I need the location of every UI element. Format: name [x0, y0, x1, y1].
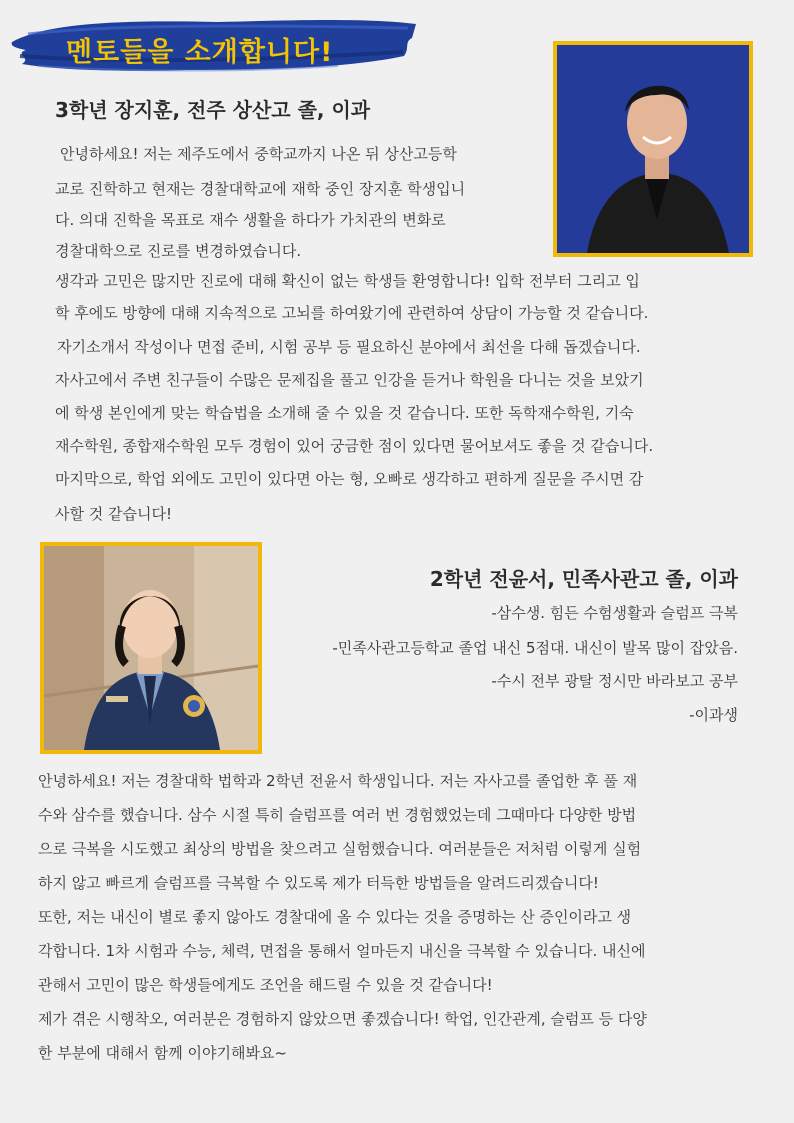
mentor2-line: 하지 않고 빠르게 슬럼프를 극복할 수 있도록 제가 터득한 방법들을 알려드리겠습니다! [38, 874, 599, 892]
mentor1-line: 재수학원, 종합재수학원 모두 경험이 있어 궁금한 점이 있다면 물어보셔도 좋을 것 같습니다. [55, 437, 654, 455]
banner-title: 멘토들을 소개합니다! [66, 37, 334, 68]
mentor2-bullet: -민족사관고등학교 졸업 내신 5점대. 내신이 발목 많이 잡았음. [332, 639, 738, 657]
mentor2-bullet: -수시 전부 광탈 정시만 바라보고 공부 [491, 672, 738, 690]
mentor2-bullet: -이과생 [689, 706, 738, 724]
mentor2-heading: 2학년 전윤서, 민족사관고 졸, 이과 [429, 567, 738, 591]
mentor2-line: 관해서 고민이 많은 학생들에게도 조언을 해드릴 수 있을 것 같습니다! [38, 976, 493, 994]
mentor1-photo [553, 41, 753, 257]
mentor1-line: 안녕하세요! 저는 제주도에서 중학교까지 나온 뒤 상산고등학 [60, 145, 457, 163]
mentor2-line: 각합니다. 1차 시험과 수능, 체력, 면접을 통해서 얼마든지 내신을 극복할 수 있습니다. 내신에 [38, 942, 646, 960]
mentor2-line: 으로 극복을 시도했고 최상의 방법을 찾으려고 실험했습니다. 여러분들은 저처럼 이렇게 실험 [38, 840, 642, 858]
mentor2-line: 또한, 저는 내신이 별로 좋지 않아도 경찰대에 올 수 있다는 것을 증명하는 산 증인이라고 생 [38, 908, 632, 926]
mentor1-line: 경찰대학으로 진로를 변경하였습니다. [55, 242, 302, 260]
mentor1-line: 에 학생 본인에게 맞는 학습법을 소개해 줄 수 있을 것 같습니다. 또한 독학재수학원, 기숙 [55, 404, 634, 422]
title-banner [8, 12, 420, 76]
mentor1-line: 생각과 고민은 많지만 진로에 대해 확신이 없는 학생들 환영합니다! 입학 전부터 그리고 입 [55, 272, 640, 290]
mentor1-heading: 3학년 장지훈, 전주 상산고 졸, 이과 [55, 98, 371, 122]
mentor1-line: 자기소개서 작성이나 면접 준비, 시험 공부 등 필요하신 분야에서 최선을 다해 돕겠습니다. [57, 338, 641, 356]
mentor1-line: 사할 것 같습니다! [55, 505, 172, 523]
mentor2-line: 수와 삼수를 했습니다. 삼수 시절 특히 슬럼프를 여러 번 경험했었는데 그때마다 다양한 방법 [38, 806, 637, 824]
mentor1-line: 교로 진학하고 현재는 경찰대학교에 재학 중인 장지훈 학생입니 [55, 180, 466, 198]
mentor1-line: 학 후에도 방향에 대해 지속적으로 고뇌를 하여왔기에 관련하여 상담이 가능할 것 같습니다. [55, 304, 649, 322]
mentor2-photo [40, 542, 262, 754]
mentor1-line: 마지막으로, 학업 외에도 고민이 있다면 아는 형, 오빠로 생각하고 편하게 질문을 주시면 감 [55, 470, 644, 488]
mentor2-bullet: -삼수생. 힘든 수험생활과 슬럼프 극복 [491, 604, 738, 622]
mentor1-line: 자사고에서 주변 친구들이 수많은 문제집을 풀고 인강을 듣거나 학원을 다니는 것을 보았기 [55, 371, 644, 389]
mentor2-line: 한 부분에 대해서 함께 이야기해봐요~ [38, 1044, 287, 1062]
mentor1-line: 다. 의대 진학을 목표로 재수 생활을 하다가 가치관의 변화로 [55, 211, 446, 229]
mentor2-line: 안녕하세요! 저는 경찰대학 법학과 2학년 전윤서 학생입니다. 저는 자사고를 졸업한 후 풀 재 [38, 772, 638, 790]
mentor2-line: 제가 겪은 시행착오, 여러분은 경험하지 않았으면 좋겠습니다! 학업, 인간관계, 슬럼프 등 다양 [38, 1010, 647, 1028]
